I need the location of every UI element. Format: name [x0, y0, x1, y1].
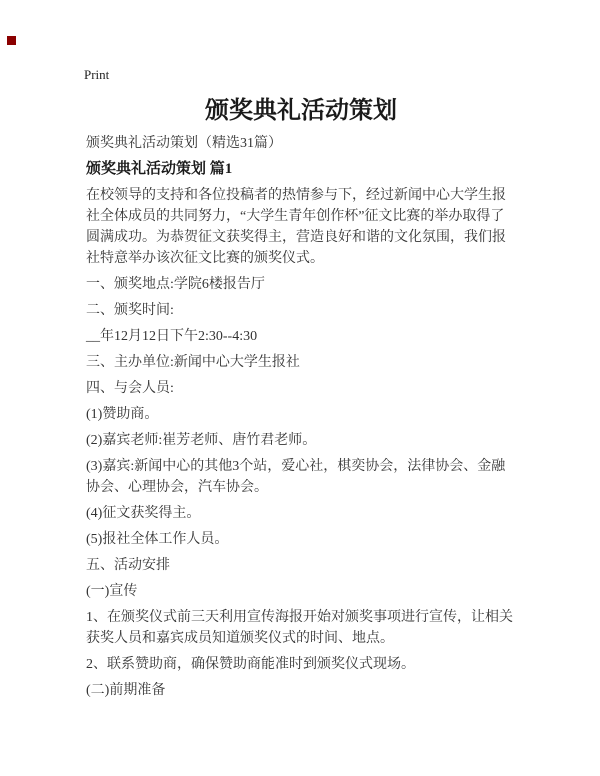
- intro-paragraph: 在校领导的支持和各位投稿者的热情参与下，经过新闻中心大学生报社全体成员的共同努力，“大学生青年创作杯”征文比赛的举办取得了圆满成功。为恭贺征文获奖得主，营造良好和谐的文化氛围，我们报社特意举办该次征文比赛的颁奖仪式。: [86, 188, 506, 266]
- section-heading: 颁奖典礼活动策划 篇1: [86, 161, 233, 177]
- attendee-winners: (4)征文获奖得主。: [86, 506, 201, 521]
- item-organizer: 三、主办单位:新闻中心大学生报社: [86, 355, 300, 370]
- publicity-step-2: 2、联系赞助商，确保赞助商能准时到颁奖仪式现场。: [86, 657, 415, 672]
- schedule-publicity: (一)宣传: [86, 584, 138, 599]
- item-schedule-label: 五、活动安排: [86, 558, 170, 573]
- schedule-preparation: (二)前期准备: [86, 683, 166, 698]
- item-location: 一、颁奖地点:学院6楼报告厅: [86, 277, 265, 292]
- attendee-sponsor: (1)赞助商。: [86, 407, 159, 422]
- doc-subtitle: 颁奖典礼活动策划（精选31篇）: [86, 136, 282, 151]
- item-attendees-label: 四、与会人员:: [86, 381, 174, 396]
- print-button[interactable]: Print: [84, 67, 110, 82]
- attendee-staff: (5)报社全体工作人员。: [86, 532, 229, 547]
- document-body: [86, 96, 516, 706]
- publicity-step-1: 1、在颁奖仪式前三天利用宣传海报开始对颁奖事项进行宣传，让相关获奖人员和嘉宾成员知道颁奖仪式的时间、地点。: [86, 610, 513, 646]
- item-time-label: 二、颁奖时间:: [86, 303, 174, 318]
- item-time-value: __年12月12日下午2:30--4:30: [86, 329, 258, 344]
- attendee-teachers: (2)嘉宾老师:崔芳老师、唐竹君老师。: [86, 433, 317, 448]
- page-title: 颁奖典礼活动策划: [205, 98, 397, 124]
- attendee-guests: (3)嘉宾:新闻中心的其他3个站，爱心社，棋奕协会，法律协会、金融协会、心理协会，汽车协会。: [86, 459, 506, 495]
- corner-marker: [7, 36, 16, 45]
